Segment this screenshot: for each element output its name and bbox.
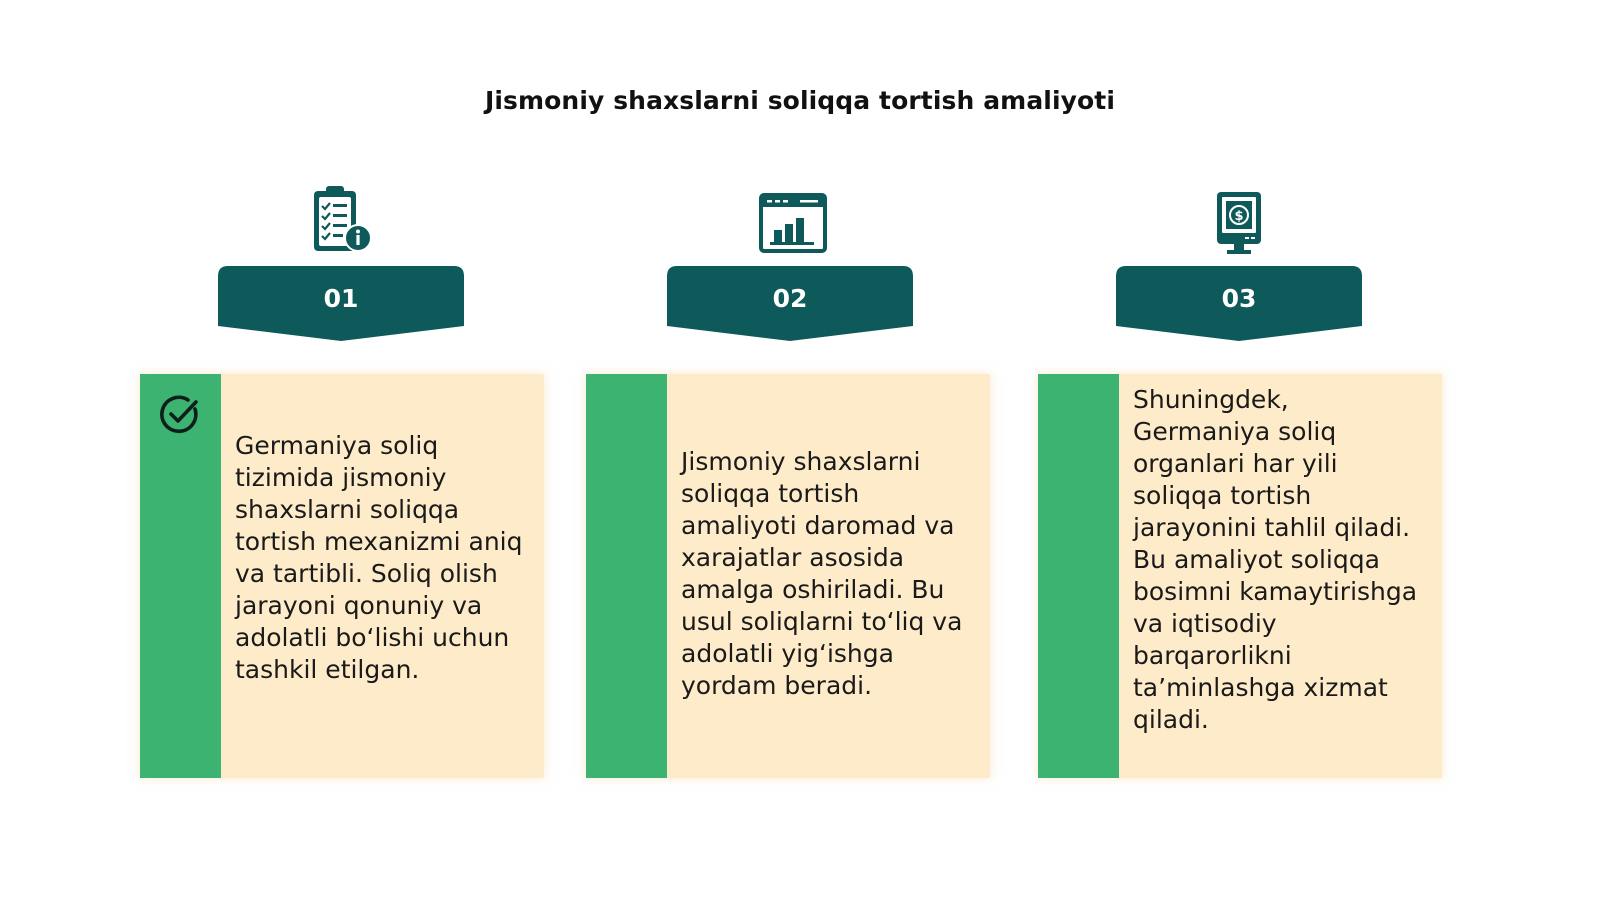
card-stripe [1038,374,1119,778]
clipboard-checklist-info-icon [305,182,385,262]
card-text: Jismoniy shaxslarni soliqqa tortish amaliyoti daromad va xarajatlar asosida amalga oshiriladi. Bu usul soliqlarni to‘liq va adolatli yig‘ishga yordam beradi. [681,447,963,700]
card-text: Shuningdek, Germaniya soliq organlari har yili soliqqa tortish jarayonini tahlil qiladi. Bu amaliyot soliqqa bosimni kamaytirishga va iqtisodiy barqarorlikni ta’minlashga xizmat qiladi. [1133,385,1418,734]
step-badge-02 [667,266,913,342]
step-number: 03 [1221,284,1257,313]
step-number: 02 [772,284,808,313]
step-card-2 [586,374,990,778]
step-badge-03 [1116,266,1362,342]
card-stripe [586,374,667,778]
step-number: 01 [323,284,359,313]
svg-text:$: $ [1234,209,1244,224]
step-badge-01 [218,266,464,342]
step-card-3 [1038,374,1442,778]
check-circle-icon [158,393,202,437]
card-text: Germaniya soliq tizimida jismoniy shaxslarni soliqqa tortish mexanizmi aniq va tartibli. Soliq olish jarayoni qonuniy va adolatli bo‘lishi uchun tashkil etilgan. [235,431,523,684]
step-card-1 [140,374,544,778]
monitor-dollar-icon [1213,188,1293,268]
card-stripe [140,374,221,778]
page-title: Jismoniy shaxslarni soliqqa tortish amaliyoti [484,86,1116,115]
browser-bar-chart-icon [758,192,838,272]
